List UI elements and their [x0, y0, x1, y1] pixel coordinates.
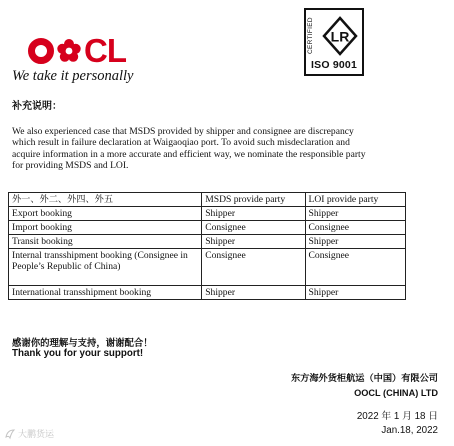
header-msds-party: MSDS provide party: [202, 193, 305, 207]
table-row: [9, 249, 406, 286]
loi-party-cell: Shipper: [305, 235, 406, 249]
table-row: [9, 207, 406, 221]
booking-type-cell: International transshipment booking: [9, 286, 202, 300]
thanks-english: Thank you for your support!: [12, 348, 144, 359]
company-name-english: OOCL (CHINA) LTD: [354, 388, 438, 399]
msds-party-cell: Shipper: [202, 286, 305, 300]
booking-type-cell: Internal transshipment booking (Consignee in People’s Republic of China): [9, 249, 202, 286]
header-booking-type: 外一、外二、外四、外五: [9, 193, 202, 207]
issue-date: [357, 410, 438, 437]
iso-certification-badge: [304, 8, 364, 76]
iso-9001-label: ISO 9001: [311, 59, 357, 71]
msds-party-cell: Consignee: [202, 249, 305, 286]
booking-type-cell: Export booking: [9, 207, 202, 221]
header-loi-party: LOI provide party: [305, 193, 406, 207]
msds-party-cell: Shipper: [202, 207, 305, 221]
loi-party-cell: Consignee: [305, 249, 406, 286]
table-row: [9, 221, 406, 235]
table-header-row: [9, 193, 406, 207]
msds-party-cell: Consignee: [202, 221, 305, 235]
loi-party-cell: Shipper: [305, 207, 406, 221]
date-chinese: 2022 年 1 月 18 日: [356, 411, 438, 422]
explanation-paragraph: [12, 126, 442, 171]
logo-cl-letters: CL: [84, 32, 126, 69]
responsibility-table: [8, 192, 406, 300]
lloyds-register-icon: [322, 16, 358, 56]
date-english: Jan.18, 2022: [381, 424, 438, 436]
certified-label: CERTIFIED: [307, 17, 314, 55]
paragraph-line: acquire information in a more accurate and efficient way, we nominate the responsible party: [12, 148, 366, 160]
brand-tagline: We take it personally: [12, 68, 134, 84]
booking-type-cell: Transit booking: [9, 235, 202, 249]
watermark-logo-icon: [4, 428, 16, 440]
table-row: [9, 235, 406, 249]
watermark-text: 大鹏货运: [18, 430, 55, 440]
company-signature: [291, 372, 438, 401]
table-row: [9, 286, 406, 300]
supplementary-notes-heading: 补充说明：: [12, 101, 62, 112]
loi-party-cell: Shipper: [305, 286, 406, 300]
booking-type-cell: Import booking: [9, 221, 202, 235]
plum-blossom-icon: [56, 38, 82, 64]
paragraph-line: which result in failure declaration at Waigaoqiao port. To avoid such misdeclaration and: [12, 137, 350, 149]
loi-party-cell: Consignee: [305, 221, 406, 235]
thanks-chinese: 感谢你的理解与支持，谢谢配合！: [12, 338, 153, 349]
watermark: [4, 427, 54, 440]
svg-text:LR: LR: [330, 28, 350, 45]
paragraph-line: for providing MSDS and LOI.: [12, 159, 129, 171]
msds-party-cell: Shipper: [202, 235, 305, 249]
oocl-logo-mark: [28, 34, 146, 68]
logo-ring-icon: [28, 38, 54, 64]
oocl-logo: [12, 34, 172, 88]
company-name-chinese: 东方海外货柜航运（中国）有限公司: [291, 373, 438, 384]
paragraph-line: We also experienced case that MSDS provided by shipper and consignee are discrepancy: [12, 126, 354, 137]
